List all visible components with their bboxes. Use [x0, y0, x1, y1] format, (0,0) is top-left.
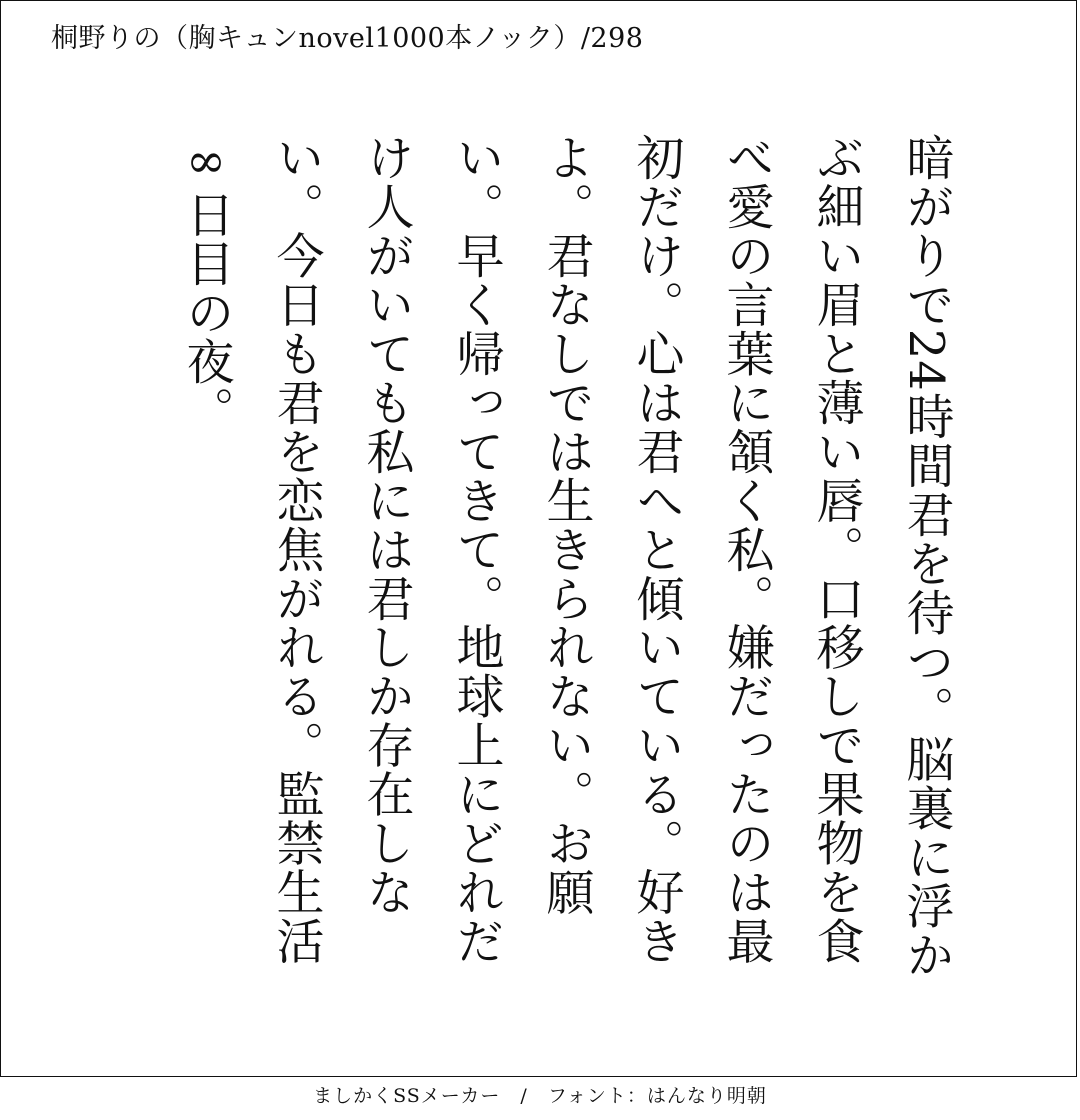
footer-credit: ましかくSSメーカー / フォント：はんなり明朝 [313, 1085, 767, 1107]
story-text: 暗がりで24時間君を待つ。脳裏に浮かぶ細い眉と薄い唇。口移しで果物を食べ愛の言葉に頷く私。嫌だったのは最初だけ。心は君へと傾いている。好きよ。君なしでは生きられない。お願い。早く帰ってきて。地球上にどれだけ人がいても私には君しか存在しない。今日も君を恋焦がれる。監禁生活∞日目の夜。 [178, 133, 954, 980]
author-title: 桐野りの（胸キュンnovel1000本ノック）/298 [51, 23, 644, 54]
